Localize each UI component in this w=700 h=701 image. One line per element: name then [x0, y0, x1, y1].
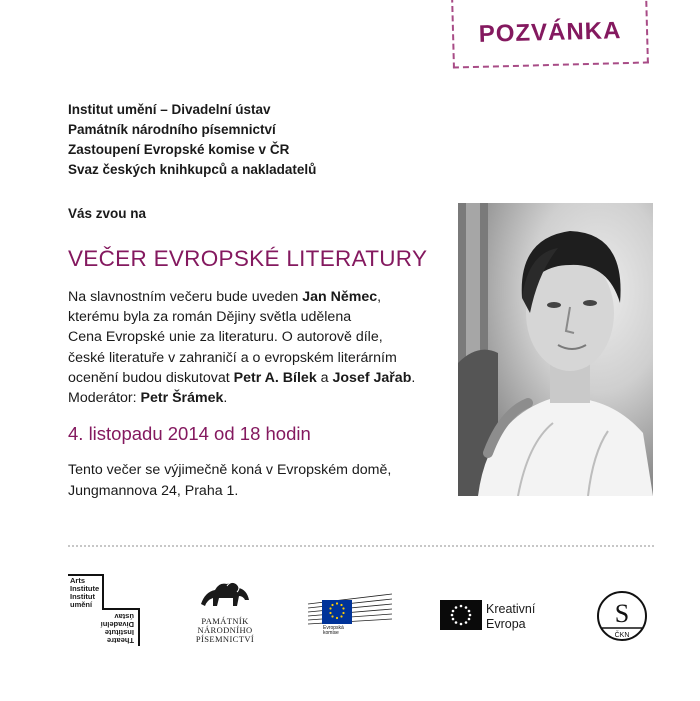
panelist-name: Josef Jařab: [332, 369, 412, 386]
description-line: [68, 388, 448, 408]
section-divider: [68, 545, 654, 547]
ckn-logo: [596, 588, 648, 644]
logo-text: Evropská: [323, 625, 344, 631]
description-text: Moderátor:: [68, 390, 141, 407]
organizer-item: Institut umění – Divadelní ústav: [68, 102, 271, 117]
logo-text: Kreativní: [486, 602, 536, 616]
invite-line: Vás zvou na: [68, 206, 147, 221]
event-title: VEČER EVROPSKÉ LITERATURY: [68, 246, 428, 271]
invitation-stamp: [451, 0, 649, 69]
author-photo: [458, 203, 653, 496]
ckn-text: ČKN: [614, 632, 630, 639]
arts-logo-bottom: [102, 608, 140, 646]
description-text: a: [316, 369, 333, 386]
description-line: Cena Evropské unie za literaturu. O autorově díle,: [68, 329, 383, 346]
description-text: .: [411, 369, 416, 386]
logo-text: Evropa: [486, 617, 526, 631]
author-portrait-illustration: [458, 203, 653, 496]
pamatnik-logo: [192, 578, 258, 644]
description-text: ocenění budou diskutovat: [68, 369, 234, 386]
lion-icon: [195, 578, 255, 610]
ec-building-icon: [306, 586, 394, 634]
panelist-name: Petr A. Bílek: [233, 369, 317, 386]
description-line: kterému byla za román Dějiny světla udělena: [68, 309, 352, 326]
description-text: ,: [377, 289, 382, 305]
logo-text: ústav: [114, 612, 134, 621]
logo-text: umění: [70, 600, 93, 609]
description-line: [68, 368, 448, 388]
arts-logo-top: [68, 574, 104, 610]
moderator-name: Petr Šrámek: [140, 390, 224, 407]
kreativni-evropa-logo: [440, 600, 550, 632]
organizer-item: Památník národního písemnictví: [68, 122, 276, 137]
organizer-item: Zastoupení Evropské komise v ČR: [68, 142, 290, 157]
ckn-emblem-icon: [596, 588, 648, 644]
venue-line: Tento večer se výjimečně koná v Evropském domě,: [68, 462, 392, 478]
logo-text: NÁRODNÍHO: [197, 625, 253, 635]
european-commission-logo: [306, 586, 394, 634]
arts-institute-logo: [68, 574, 140, 646]
ckn-letter: S: [614, 599, 630, 628]
logo-text: Institute: [104, 628, 134, 637]
logo-text: Divadelní: [100, 620, 134, 629]
description-line: [68, 287, 448, 307]
logo-text: Institut: [70, 592, 95, 601]
organizer-item: Svaz českých knihkupců a nakladatelů: [68, 162, 317, 177]
page-title: POZVÁNKA: [478, 17, 622, 48]
event-date: 4. listopadu 2014 od 18 hodin: [68, 423, 311, 444]
event-venue: [68, 460, 391, 502]
logo-text: Institute: [70, 584, 100, 593]
description-line: české literatuře v zahraničí a o evropském literárním: [68, 349, 397, 366]
description-text: Na slavnostním večeru bude uveden: [68, 289, 303, 305]
author-name: Jan Němec: [302, 289, 378, 305]
description-text: .: [223, 390, 228, 407]
logo-text: Arts: [70, 576, 86, 585]
eu-flag-icon: [440, 600, 482, 630]
logo-text: Theatre: [106, 636, 134, 645]
logo-text: komise: [323, 630, 339, 634]
organizers-list: [68, 100, 316, 180]
logo-text: PÍSEMNICTVÍ: [195, 634, 255, 644]
logo-text: PAMÁTNÍK: [201, 616, 249, 626]
venue-line: Jungmannova 24, Praha 1.: [68, 483, 239, 499]
event-description: [68, 287, 448, 408]
